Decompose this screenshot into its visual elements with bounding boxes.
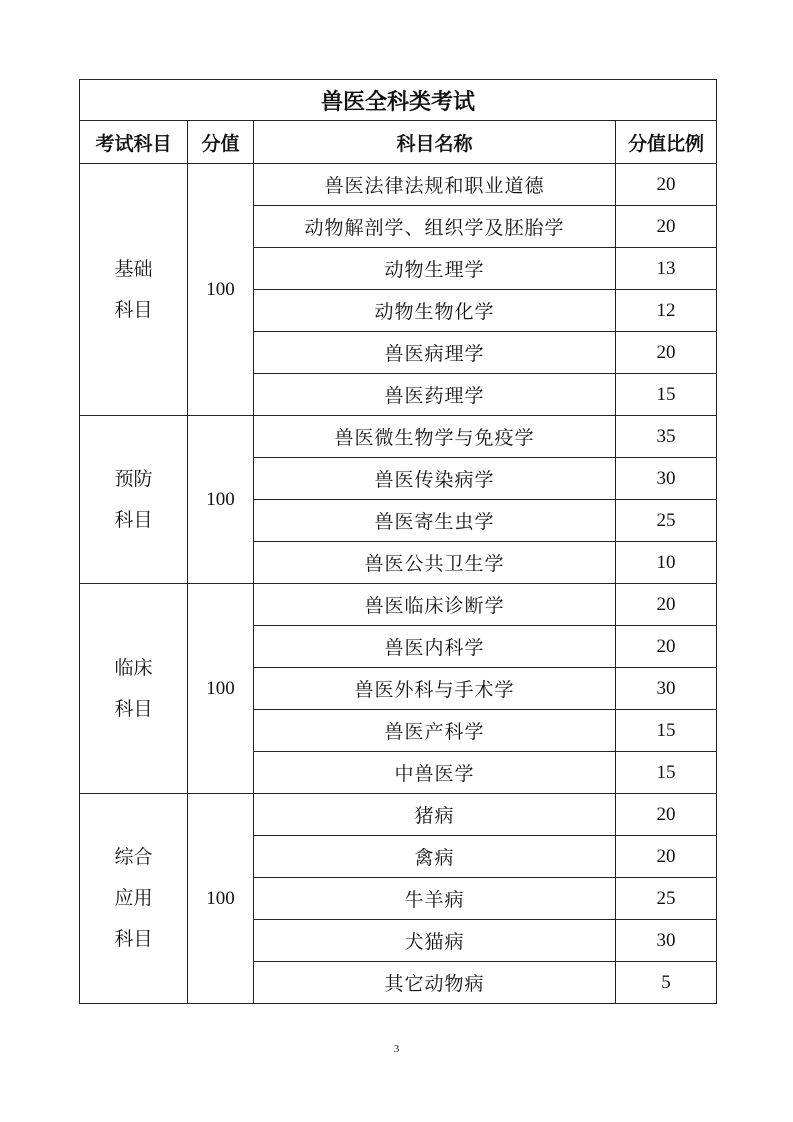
score-cell: 100 xyxy=(188,794,254,1004)
subject-name-cell: 兽医临床诊断学 xyxy=(254,584,616,626)
score-ratio-cell: 20 xyxy=(616,626,717,668)
score-ratio-cell: 25 xyxy=(616,500,717,542)
category-line: 科目 xyxy=(114,508,153,531)
score-ratio-cell: 12 xyxy=(616,290,717,332)
score-ratio-cell: 20 xyxy=(616,332,717,374)
subject-name-cell: 兽医寄生虫学 xyxy=(254,500,616,542)
category-line: 科目 xyxy=(114,928,153,950)
score-ratio-cell: 35 xyxy=(616,416,717,458)
category-line: 科目 xyxy=(114,298,153,321)
score-ratio-cell: 15 xyxy=(616,374,717,416)
score-ratio-cell: 30 xyxy=(616,668,717,710)
score-cell: 100 xyxy=(188,416,254,584)
exam-subject-table xyxy=(79,79,717,1004)
header-category: 考试科目 xyxy=(80,121,188,164)
score-ratio-cell: 15 xyxy=(616,752,717,794)
table-row xyxy=(80,416,717,458)
subject-name-cell: 动物解剖学、组织学及胚胎学 xyxy=(254,206,616,248)
subject-name-cell: 其它动物病 xyxy=(254,962,616,1004)
subject-name-cell: 动物生物化学 xyxy=(254,290,616,332)
subject-name-cell: 牛羊病 xyxy=(254,878,616,920)
subject-name-cell: 兽医传染病学 xyxy=(254,458,616,500)
category-cell xyxy=(80,164,188,416)
category-line: 综合 xyxy=(114,846,153,868)
table-title: 兽医全科类考试 xyxy=(80,80,717,121)
score-ratio-cell: 20 xyxy=(616,584,717,626)
category-cell xyxy=(80,794,188,1004)
category-line: 临床 xyxy=(114,656,153,679)
score-cell: 100 xyxy=(188,584,254,794)
header-score: 分值 xyxy=(188,121,254,164)
score-ratio-cell: 15 xyxy=(616,710,717,752)
header-ratio: 分值比例 xyxy=(616,121,717,164)
category-line: 基础 xyxy=(114,257,153,280)
score-ratio-cell: 20 xyxy=(616,164,717,206)
table-row xyxy=(80,164,717,206)
score-cell: 100 xyxy=(188,164,254,416)
subject-name-cell: 兽医外科与手术学 xyxy=(254,668,616,710)
subject-name-cell: 猪病 xyxy=(254,794,616,836)
page-number: 3 xyxy=(393,1043,400,1055)
category-line: 预防 xyxy=(114,467,153,490)
category-line: 应用 xyxy=(114,887,153,909)
score-ratio-cell: 20 xyxy=(616,206,717,248)
subject-name-cell: 兽医法律法规和职业道德 xyxy=(254,164,616,206)
category-cell xyxy=(80,416,188,584)
subject-name-cell: 兽医微生物学与免疫学 xyxy=(254,416,616,458)
score-ratio-cell: 20 xyxy=(616,794,717,836)
subject-name-cell: 兽医产科学 xyxy=(254,710,616,752)
subject-name-cell: 犬猫病 xyxy=(254,920,616,962)
score-ratio-cell: 10 xyxy=(616,542,717,584)
score-ratio-cell: 13 xyxy=(616,248,717,290)
table-body xyxy=(80,164,717,1004)
table-row xyxy=(80,584,717,626)
category-cell xyxy=(80,584,188,794)
subject-name-cell: 中兽医学 xyxy=(254,752,616,794)
subject-name-cell: 兽医内科学 xyxy=(254,626,616,668)
subject-name-cell: 兽医病理学 xyxy=(254,332,616,374)
score-ratio-cell: 25 xyxy=(616,878,717,920)
category-line: 科目 xyxy=(114,697,153,720)
header-subject: 科目名称 xyxy=(254,121,616,164)
subject-name-cell: 兽医药理学 xyxy=(254,374,616,416)
score-ratio-cell: 20 xyxy=(616,836,717,878)
score-ratio-cell: 5 xyxy=(616,962,717,1004)
table-row xyxy=(80,794,717,836)
subject-name-cell: 兽医公共卫生学 xyxy=(254,542,616,584)
subject-name-cell: 动物生理学 xyxy=(254,248,616,290)
score-ratio-cell: 30 xyxy=(616,920,717,962)
score-ratio-cell: 30 xyxy=(616,458,717,500)
subject-name-cell: 禽病 xyxy=(254,836,616,878)
